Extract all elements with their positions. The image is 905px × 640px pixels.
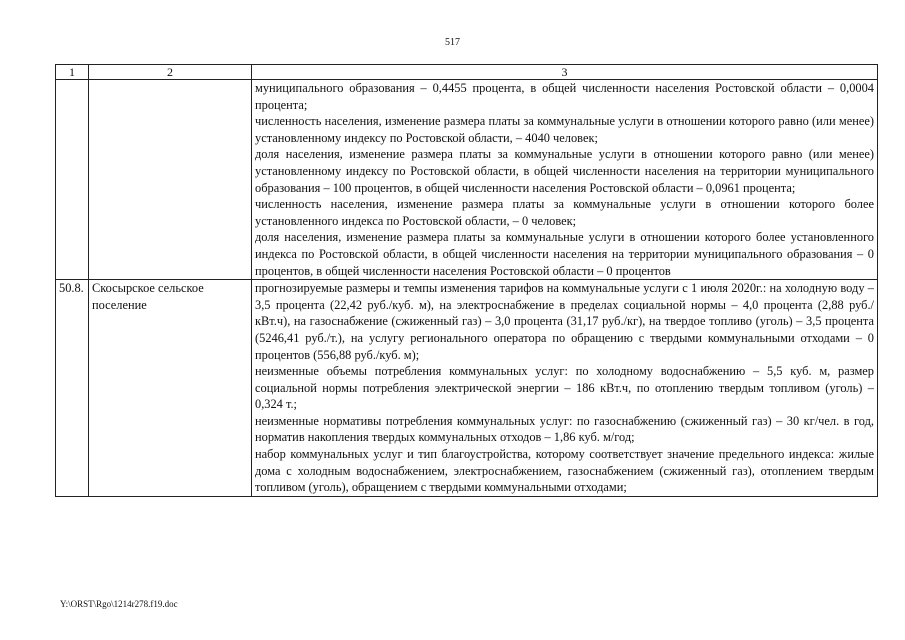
paragraph: прогнозируемые размеры и темпы изменения тарифов на коммунальные услуги с 1 июля 2020г.: на холодную воду – 3,5 процента (22,42 руб./куб. м), на электроснабжение в пределах социальной нормы – 4,0 процента (2,88 руб./кВт.ч), на газоснабжение (сжиженный газ) – 3,0 процента (31,17 руб./кг), на твердое топливо (уголь) – 3,5 процента (5246,41 руб./т.), на услугу регионального оператора по обращению с твердыми коммунальными отходами – 0 процентов (556,88 руб./куб. м); [255, 281, 874, 362]
document-table [55, 64, 878, 497]
table-row [56, 80, 878, 280]
table-header-row [56, 65, 878, 80]
header-col-1: 1 [56, 65, 89, 80]
header-col-2: 2 [89, 65, 252, 80]
row-content [252, 80, 878, 280]
paragraph: доля населения, изменение размера платы за коммунальные услуги в отношении которого более установленного индекса по Ростовской области, в общей численности населения на территории муниципального образования – 0 процентов, в общей численности населения Ростовской области – 0 процентов [255, 230, 874, 278]
header-col-3: 3 [252, 65, 878, 80]
paragraph: неизменные нормативы потребления коммунальных услуг: по газоснабжению (сжиженный газ) – 30 кг/чел. в год, норматив накопления твердых коммунальных отходов – 1,86 куб. м/год; [255, 413, 874, 445]
paragraph: муниципального образования – 0,4455 процента, в общей численности населения Ростовской области – 0,0004 процента; [255, 81, 874, 112]
paragraph: набор коммунальных услуг и тип благоустройства, которому соответствует значение предельного индекса: жилые дома с холодным водоснабжением, электроснабжением, газоснабжением (сжиженный газ), отоплением твердым топливом (уголь), обращением с твердыми коммунальными отходами; [255, 447, 874, 495]
paragraph: численность населения, изменение размера платы за коммунальные услуги в отношении которого более установленного индекса по Ростовской области, – 0 человек; [255, 197, 874, 228]
row-number: 50.8. [56, 280, 89, 497]
row-content [252, 280, 878, 497]
page-number: 517 [445, 37, 460, 48]
file-path-footer: Y:\ORST\Rgo\1214r278.f19.doc [60, 599, 178, 609]
municipality-name: Скосырское сельское поселение [89, 280, 252, 497]
table-row [56, 280, 878, 497]
paragraph: численность населения, изменение размера платы за коммунальные услуги в отношении которого равно (или менее) установленному индексу по Ростовской области, – 4040 человек; [255, 114, 874, 145]
paragraph: доля населения, изменение размера платы за коммунальные услуги в отношении которого равно (или менее) установленному индексу по Ростовской области, в общей численности населения на территории муниципального образования – 100 процентов, в общей численности населения Ростовской области – 0,0961 процента; [255, 147, 874, 195]
municipality-name [89, 80, 252, 280]
paragraph: неизменные объемы потребления коммунальных услуг: по холодному водоснабжению – 5,5 куб. м, размер социальной нормы потребления электрической энергии – 186 кВт.ч, по отоплению твердым топливом (уголь) – 0,324 т.; [255, 364, 874, 412]
row-number [56, 80, 89, 280]
